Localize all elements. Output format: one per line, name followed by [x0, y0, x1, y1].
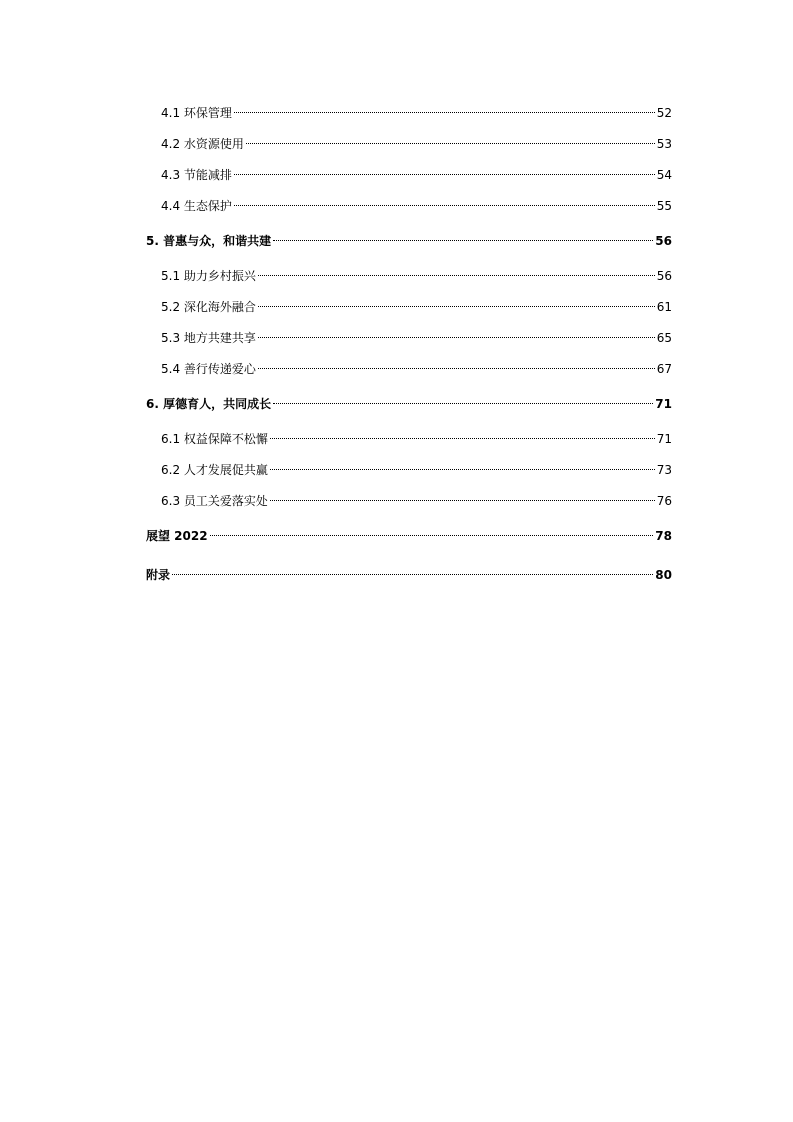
toc-entry[interactable]: [146, 261, 672, 292]
toc-entry-title: 4.3 节能减排: [161, 168, 232, 182]
toc-section-title: 6. 厚德育人，共同成长: [146, 397, 272, 411]
dot-leader: [172, 574, 653, 575]
toc-entry[interactable]: [146, 292, 672, 323]
toc-entry-title: 6.2 人才发展促共赢: [161, 463, 268, 477]
toc-section-entry[interactable]: [146, 222, 672, 261]
toc-entry[interactable]: [146, 424, 672, 455]
toc-entry-page: 54: [656, 168, 672, 182]
table-of-contents: [146, 98, 672, 595]
dot-leader: [258, 337, 655, 338]
toc-entry[interactable]: [146, 323, 672, 354]
toc-entry[interactable]: [146, 354, 672, 385]
dot-leader: [270, 438, 655, 439]
dot-leader: [270, 469, 655, 470]
dot-leader: [234, 174, 655, 175]
toc-section-page: 56: [655, 234, 672, 248]
toc-entry-page: 61: [656, 300, 672, 314]
toc-section-page: 78: [655, 529, 672, 543]
toc-section-entry[interactable]: [146, 556, 672, 595]
dot-leader: [273, 403, 653, 404]
toc-entry-title: 6.3 员工关爱落实处: [161, 494, 268, 508]
toc-entry[interactable]: [146, 160, 672, 191]
dot-leader: [258, 368, 655, 369]
toc-entry-page: 76: [656, 494, 672, 508]
toc-entry-title: 5.2 深化海外融合: [161, 300, 256, 314]
toc-entry-page: 65: [656, 331, 672, 345]
dot-leader: [210, 535, 654, 536]
toc-entry[interactable]: [146, 191, 672, 222]
toc-entry-title: 4.1 环保管理: [161, 106, 232, 120]
dot-leader: [234, 205, 655, 206]
toc-entry-page: 71: [656, 432, 672, 446]
toc-entry-page: 73: [656, 463, 672, 477]
dot-leader: [258, 306, 655, 307]
toc-section-page: 80: [655, 568, 672, 582]
dot-leader: [246, 143, 655, 144]
toc-section-title: 5. 普惠与众，和谐共建: [146, 234, 272, 248]
dot-leader: [273, 240, 653, 241]
toc-section-title: 附录: [146, 568, 171, 582]
toc-entry[interactable]: [146, 455, 672, 486]
toc-entry-title: 5.4 善行传递爱心: [161, 362, 256, 376]
toc-entry-page: 52: [656, 106, 672, 120]
toc-entry-title: 4.4 生态保护: [161, 199, 232, 213]
toc-entry-page: 67: [656, 362, 672, 376]
toc-entry[interactable]: [146, 486, 672, 517]
toc-entry-page: 55: [656, 199, 672, 213]
toc-entry-title: 4.2 水资源使用: [161, 137, 244, 151]
toc-entry-page: 56: [656, 269, 672, 283]
dot-leader: [270, 500, 655, 501]
toc-section-entry[interactable]: [146, 517, 672, 556]
dot-leader: [234, 112, 655, 113]
toc-section-entry[interactable]: [146, 385, 672, 424]
toc-entry-title: 6.1 权益保障不松懈: [161, 432, 268, 446]
toc-entry-title: 5.1 助力乡村振兴: [161, 269, 256, 283]
toc-entry-title: 5.3 地方共建共享: [161, 331, 256, 345]
toc-section-page: 71: [655, 397, 672, 411]
toc-entry[interactable]: [146, 129, 672, 160]
toc-entry-page: 53: [656, 137, 672, 151]
toc-entry[interactable]: [146, 98, 672, 129]
dot-leader: [258, 275, 655, 276]
toc-section-title: 展望 2022: [146, 529, 208, 543]
